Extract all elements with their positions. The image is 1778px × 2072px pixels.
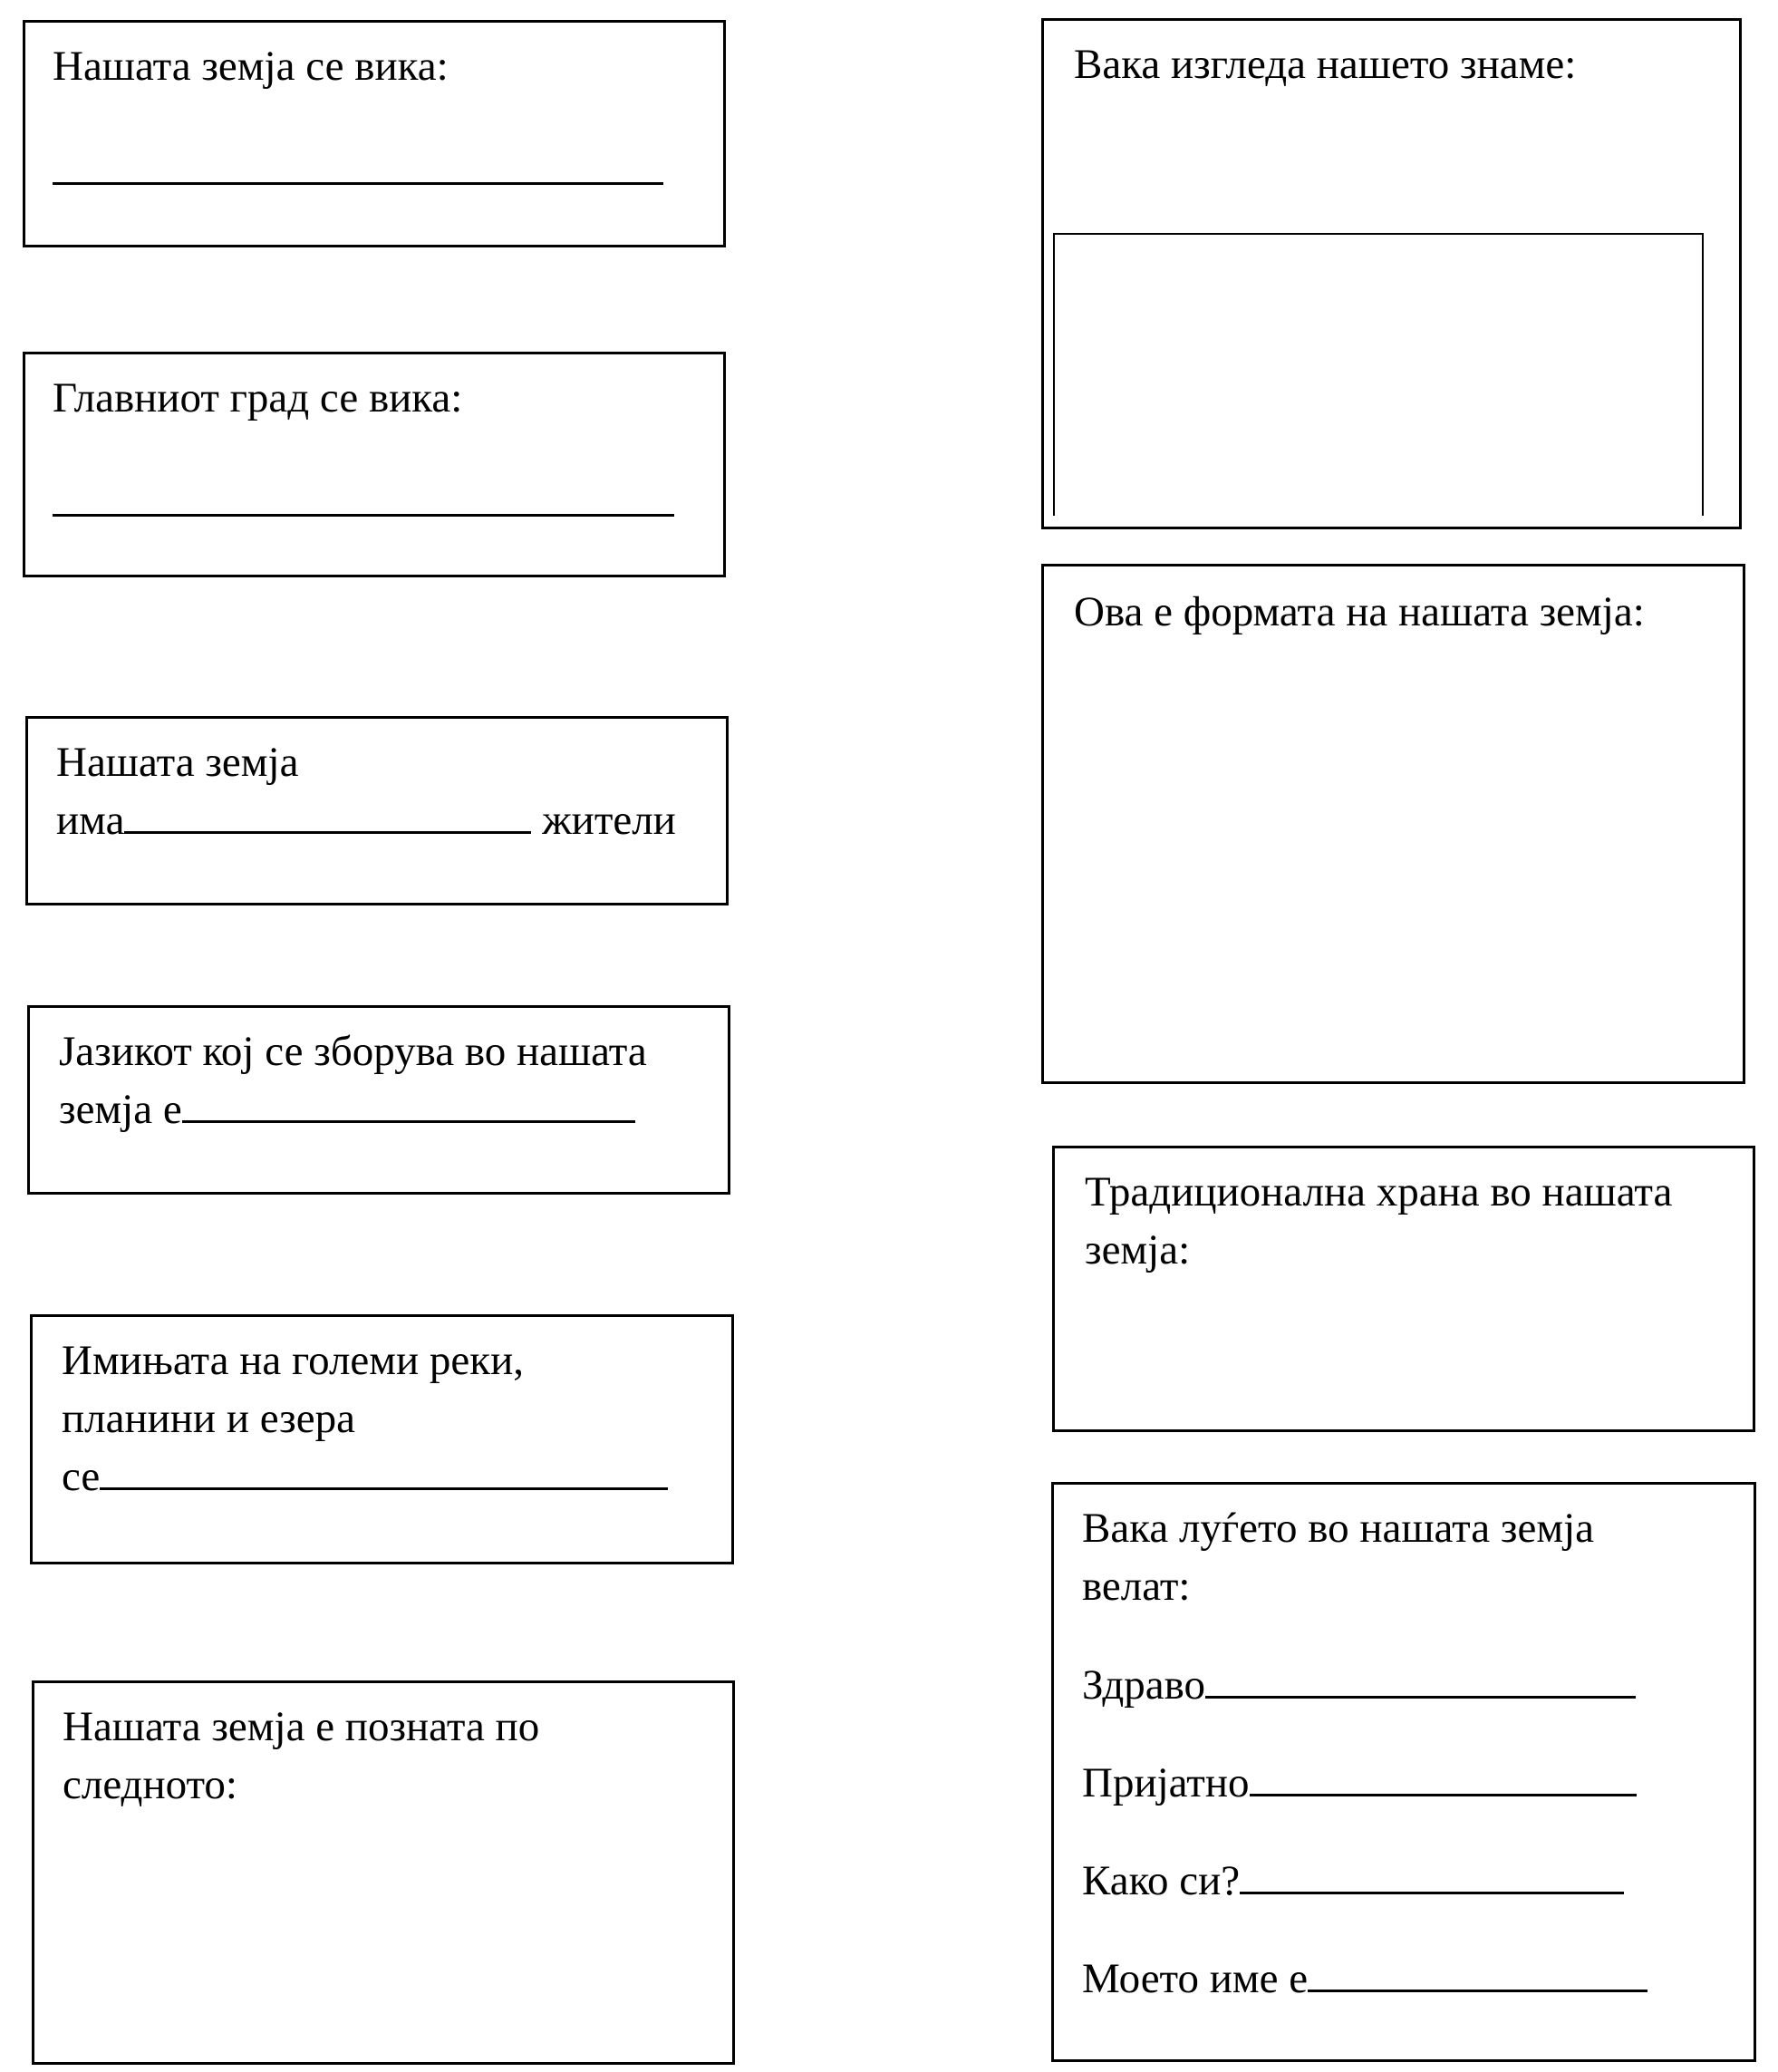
language-answer-line[interactable] xyxy=(182,1080,635,1123)
greeting-my-name-label: Моето име е xyxy=(1082,1955,1309,2002)
geography-answer-line[interactable] xyxy=(100,1447,668,1490)
greeting-hello-answer-line[interactable] xyxy=(1205,1656,1636,1699)
population-line2-end: жители xyxy=(542,797,676,844)
capital-prompt: Главниот град се вика: xyxy=(53,374,463,421)
country-shape-drawing-area[interactable] xyxy=(1053,657,1733,1074)
greeting-how-are-you-answer-line[interactable] xyxy=(1240,1852,1624,1894)
famous-for-line1: Нашата земја е позната по xyxy=(63,1703,540,1750)
population-line2 xyxy=(56,791,676,849)
language-line2-start: земја е xyxy=(59,1086,182,1133)
greeting-how-are-you xyxy=(1082,1852,1624,1910)
food-answer-area[interactable] xyxy=(1064,1284,1744,1420)
language-box xyxy=(27,1005,730,1195)
greetings-line2: велат: xyxy=(1082,1563,1191,1610)
geography-line3 xyxy=(62,1447,668,1506)
population-answer-line[interactable] xyxy=(124,791,531,834)
greetings-line1: Вака луѓето во нашата земја xyxy=(1082,1505,1594,1552)
greeting-goodbye-label: Пријатно xyxy=(1082,1759,1250,1806)
geography-line3-start: се xyxy=(62,1453,101,1500)
geography-line1: Имињата на големи реки, xyxy=(62,1337,525,1384)
country-shape-box xyxy=(1041,564,1745,1084)
greeting-how-are-you-label: Како си? xyxy=(1082,1857,1241,1904)
country-name-prompt: Нашата земја се вика: xyxy=(53,43,449,90)
greetings-box xyxy=(1051,1482,1756,2062)
population-line2-start: има xyxy=(56,797,125,844)
famous-for-box xyxy=(32,1680,735,2065)
country-name-box xyxy=(23,20,726,247)
language-line2 xyxy=(59,1080,635,1138)
country-shape-prompt: Ова е формата на нашата земја: xyxy=(1074,588,1645,635)
greeting-hello-label: Здраво xyxy=(1082,1661,1206,1709)
flag-drawing-area[interactable] xyxy=(1053,233,1704,516)
famous-for-line2: следното: xyxy=(63,1761,237,1808)
geography-box xyxy=(30,1314,734,1564)
flag-prompt: Вака изгледа нашето знаме: xyxy=(1074,41,1577,88)
food-line1: Традиционална храна во нашата xyxy=(1085,1168,1673,1215)
country-name-answer-line[interactable] xyxy=(53,182,663,185)
food-line2: земја: xyxy=(1085,1226,1191,1273)
greeting-my-name xyxy=(1082,1950,1648,2008)
flag-box xyxy=(1041,18,1742,529)
capital-box xyxy=(23,352,726,577)
greeting-goodbye-answer-line[interactable] xyxy=(1250,1754,1637,1796)
capital-answer-line[interactable] xyxy=(53,514,674,517)
geography-line2: планини и езера xyxy=(62,1395,355,1442)
population-line1: Нашата земја xyxy=(56,739,299,786)
greeting-hello xyxy=(1082,1656,1636,1714)
language-line1: Јазикот кој се зборува во нашата xyxy=(59,1028,647,1075)
population-box xyxy=(25,716,729,905)
greeting-my-name-answer-line[interactable] xyxy=(1308,1950,1648,1992)
greeting-goodbye xyxy=(1082,1754,1637,1812)
food-box xyxy=(1052,1146,1755,1432)
